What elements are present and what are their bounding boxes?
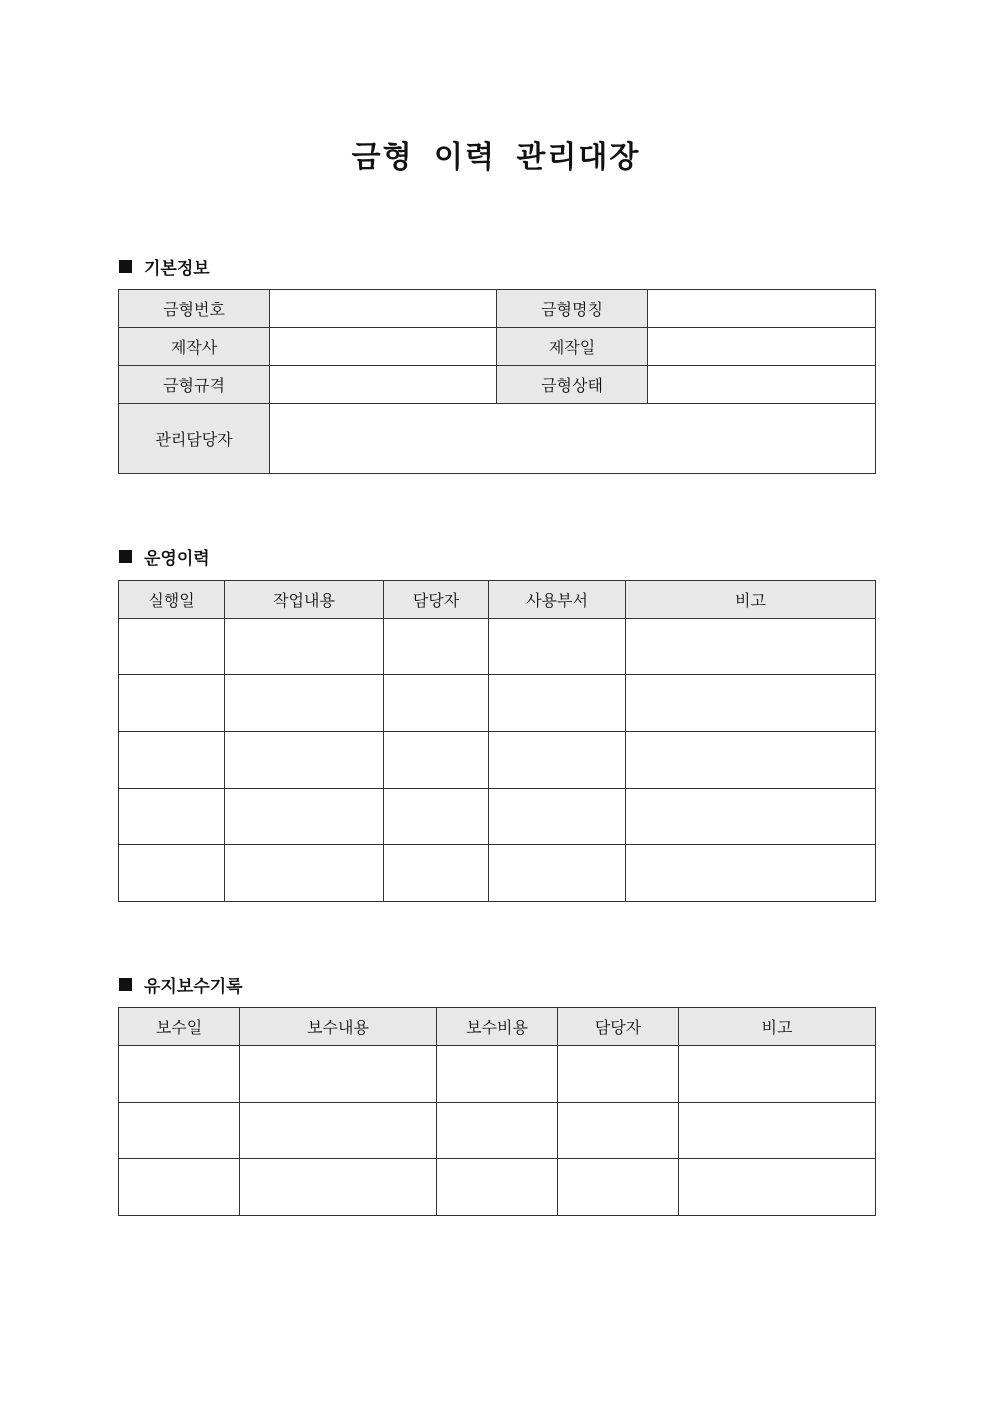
- mold-number-field[interactable]: [270, 290, 497, 328]
- operation-history-table: [118, 580, 876, 902]
- manufacturer-field[interactable]: [270, 328, 497, 366]
- table-row: [119, 675, 876, 732]
- table-cell[interactable]: [558, 1103, 679, 1159]
- table-cell[interactable]: [384, 619, 489, 675]
- table-cell[interactable]: [626, 789, 876, 845]
- mold-spec-label: 금형규격: [119, 366, 270, 404]
- table-row: [119, 404, 876, 474]
- mold-spec-field[interactable]: [270, 366, 497, 404]
- table-cell[interactable]: [489, 789, 626, 845]
- table-row: [119, 366, 876, 404]
- column-header: 비고: [626, 581, 876, 619]
- table-row: [119, 732, 876, 789]
- table-cell[interactable]: [225, 789, 384, 845]
- table-cell[interactable]: [119, 619, 225, 675]
- table-cell[interactable]: [225, 619, 384, 675]
- maintenance-records-table: [118, 1007, 876, 1216]
- table-cell[interactable]: [626, 675, 876, 732]
- table-cell[interactable]: [679, 1046, 876, 1103]
- manager-label: 관리담당자: [119, 404, 270, 474]
- manager-field[interactable]: [270, 404, 876, 474]
- table-cell[interactable]: [384, 845, 489, 902]
- table-cell[interactable]: [240, 1103, 437, 1159]
- table-cell[interactable]: [119, 732, 225, 789]
- table-cell[interactable]: [119, 675, 225, 732]
- column-header: 보수비용: [437, 1008, 558, 1046]
- maintenance-records-heading-label: 유지보수기록: [144, 977, 243, 997]
- mold-number-label: 금형번호: [119, 290, 270, 328]
- table-cell[interactable]: [119, 845, 225, 902]
- table-cell[interactable]: [489, 619, 626, 675]
- table-row: [119, 845, 876, 902]
- table-cell[interactable]: [384, 789, 489, 845]
- maintenance-records-heading: [119, 972, 243, 997]
- table-row: [119, 1159, 876, 1216]
- manufacture-date-label: 제작일: [497, 328, 648, 366]
- table-cell[interactable]: [437, 1159, 558, 1216]
- table-row: [119, 1046, 876, 1103]
- table-row: [119, 290, 876, 328]
- table-row: [119, 1103, 876, 1159]
- table-cell[interactable]: [119, 1103, 240, 1159]
- mold-name-label: 금형명칭: [497, 290, 648, 328]
- column-header: 사용부서: [489, 581, 626, 619]
- column-header: 보수내용: [240, 1008, 437, 1046]
- table-cell[interactable]: [225, 732, 384, 789]
- operation-history-heading: [119, 544, 210, 569]
- table-cell[interactable]: [626, 619, 876, 675]
- column-header: 담당자: [558, 1008, 679, 1046]
- table-cell[interactable]: [437, 1103, 558, 1159]
- table-cell[interactable]: [225, 845, 384, 902]
- mold-name-field[interactable]: [648, 290, 876, 328]
- table-cell[interactable]: [119, 1046, 240, 1103]
- basic-info-heading: [119, 254, 210, 279]
- basic-info-table: [118, 289, 876, 474]
- mold-status-label: 금형상태: [497, 366, 648, 404]
- table-cell[interactable]: [437, 1046, 558, 1103]
- table-cell[interactable]: [240, 1046, 437, 1103]
- table-cell[interactable]: [489, 845, 626, 902]
- table-cell[interactable]: [119, 1159, 240, 1216]
- column-header: 실행일: [119, 581, 225, 619]
- basic-info-heading-label: 기본정보: [144, 259, 210, 279]
- table-cell[interactable]: [558, 1046, 679, 1103]
- table-header-row: [119, 1008, 876, 1046]
- table-cell[interactable]: [384, 675, 489, 732]
- square-bullet-icon: [119, 550, 132, 563]
- mold-status-field[interactable]: [648, 366, 876, 404]
- table-cell[interactable]: [119, 789, 225, 845]
- table-cell[interactable]: [626, 732, 876, 789]
- manufacturer-label: 제작사: [119, 328, 270, 366]
- document-title: 금형 이력 관리대장: [351, 140, 641, 175]
- table-cell[interactable]: [679, 1103, 876, 1159]
- manufacture-date-field[interactable]: [648, 328, 876, 366]
- table-header-row: [119, 581, 876, 619]
- table-cell[interactable]: [679, 1159, 876, 1216]
- table-cell[interactable]: [240, 1159, 437, 1216]
- table-row: [119, 619, 876, 675]
- table-row: [119, 328, 876, 366]
- column-header: 작업내용: [225, 581, 384, 619]
- column-header: 보수일: [119, 1008, 240, 1046]
- column-header: 담당자: [384, 581, 489, 619]
- table-cell[interactable]: [384, 732, 489, 789]
- table-cell[interactable]: [489, 675, 626, 732]
- square-bullet-icon: [119, 260, 132, 273]
- column-header: 비고: [679, 1008, 876, 1046]
- operation-history-heading-label: 운영이력: [144, 549, 210, 569]
- table-cell[interactable]: [489, 732, 626, 789]
- table-cell[interactable]: [558, 1159, 679, 1216]
- square-bullet-icon: [119, 978, 132, 991]
- table-cell[interactable]: [626, 845, 876, 902]
- table-row: [119, 789, 876, 845]
- table-cell[interactable]: [225, 675, 384, 732]
